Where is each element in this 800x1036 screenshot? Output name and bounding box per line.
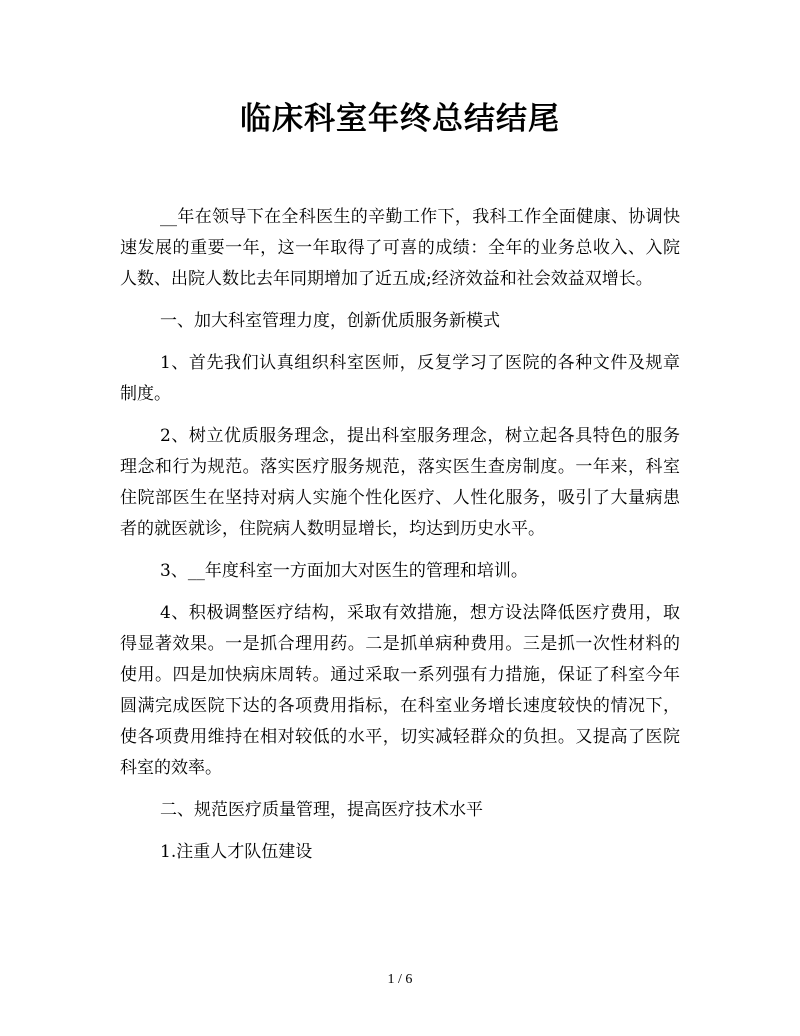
paragraph-item-4: 4、积极调整医疗结构，采取有效措施，想方设法降低医疗费用，取得显著效果。一是抓合理用药。二是抓单病种费用。三是抓一次性材料的使用。四是加快病床周转。通过采取一系列强有力措施，保证了科室今年圆满完成医院下达的各项费用指标，在科室业务增长速度较快的情况下，使各项费用维持在相对较低的水平，切实减轻群众的负担。又提高了医院科室的效率。 (120, 603, 680, 778)
section-heading-1: 一、加大科室管理力度，创新优质服务新模式 (160, 311, 500, 331)
document-body (120, 202, 680, 879)
paragraph-intro: __年在领导下在全科医生的辛勤工作下，我科工作全面健康、协调快速发展的重要一年，这一年取得了可喜的成绩：全年的业务总收入、入院人数、出院人数比去年同期增加了近五成;经济效益和社会效益双增长。 (120, 207, 680, 289)
page-number: 1 / 6 (387, 972, 413, 987)
paragraph-subitem-1: 1.注重人才队伍建设 (160, 842, 313, 862)
paragraph-item-1: 1、首先我们认真组织科室医师，反复学习了医院的各种文件及规章制度。 (120, 353, 680, 404)
paragraph-item-2: 2、树立优质服务理念，提出科室服务理念，树立起各具特色的服务理念和行为规范。落实医疗服务规范，落实医生查房制度。一年来，科室住院部医生在坚持对病人实施个性化医疗、人性化服务，吸引了大量病患者的就医就诊，住院病人数明显增长，均达到历史水平。 (120, 426, 680, 539)
paragraph-item-3: 3、__年度科室一方面加大对医生的管理和培训。 (160, 561, 528, 581)
document-title: 临床科室年终总结结尾 (240, 101, 560, 137)
section-heading-2: 二、规范医疗质量管理，提高医疗技术水平 (160, 800, 483, 820)
